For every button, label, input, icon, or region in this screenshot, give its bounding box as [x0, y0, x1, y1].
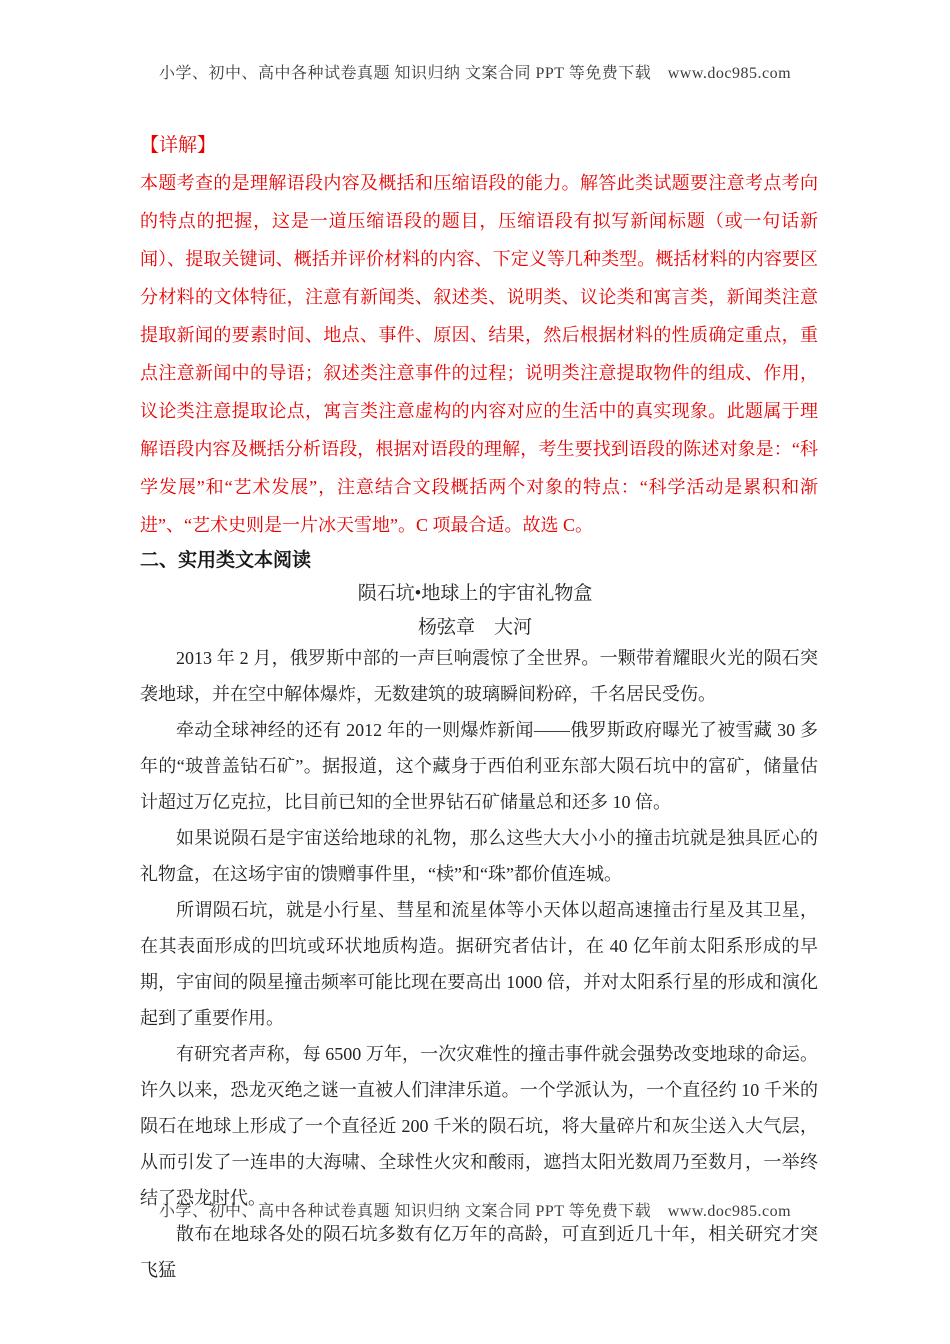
article-body — [140, 640, 818, 1288]
article-paragraph: 如果说陨石是宇宙送给地球的礼物，那么这些大大小小的撞击坑就是独具匠心的礼物盒，在这场宇宙的馈赠事件里，“椟”和“珠”都价值连城。 — [140, 828, 818, 884]
article-authors: 杨弦章 大河 — [417, 617, 532, 638]
page-footer: 小学、初中、高中各种试卷真题 知识归纳 文案合同 PPT 等免费下载 www.doc985.com — [158, 1203, 792, 1220]
article-paragraph: 牵动全球神经的还有 2012 年的一则爆炸新闻——俄罗斯政府曝光了被雪藏 30 多年的“玻普盖钻石矿”。据报道，这个藏身于西伯利亚东部大陨石坑中的富矿，储量估计超过万亿克拉，比目前已知的全世界钻石矿储量总和还多 10 倍。 — [140, 720, 818, 812]
article-title: 陨石坑•地球上的宇宙礼物盒 — [357, 583, 593, 604]
article-paragraph: 散布在地球各处的陨石坑多数有亿万年的高龄，可直到近几十年，相关研究才突飞猛 — [140, 1224, 818, 1280]
detail-answer-explanation: 本题考查的是理解语段内容及概括和压缩语段的能力。解答此类试题要注意考点考向的特点的把握，这是一道压缩语段的题目，压缩语段有拟写新闻标题（或一句话新闻）、提取关键词、概括并评价材料的内容、下定义等几种类型。概括材料的内容要区分材料的文体特征，注意有新闻类、叙述类、说明类、议论类和寓言类，新闻类注意提取新闻的要素时间、地点、事件、原因、结果，然后根据材料的性质确定重点，重点注意新闻中的导语；叙述类注意事件的过程；说明类注意提取物件的组成、作用，议论类注意提取论点，寓言类注意虚构的内容对应的生活中的真实现象。此题属于理解语段内容及概括分析语段，根据对语段的理解，考生要找到语段的陈述对象是：“科学发展”和“艺术发展”，注意结合文段概括两个对象的特点：“科学活动是累积和渐进”、“艺术史则是一片冰天雪地”。C 项最合适。故选 C。 — [140, 173, 818, 535]
article-paragraph: 所谓陨石坑，就是小行星、彗星和流星体等小天体以超高速撞击行星及其卫星，在其表面形成的凹坑或环状地质构造。据研究者估计，在 40 亿年前太阳系形成的早期，宇宙间的陨星撞击频率可能比现在要高出 1000 倍，并对太阳系行星的形成和演化起到了重要作用。 — [140, 900, 818, 1028]
detail-answer-label: 【详解】 — [140, 135, 217, 156]
section-heading: 二、实用类文本阅读 — [140, 550, 312, 571]
article-paragraph: 2013 年 2 月，俄罗斯中部的一声巨响震惊了全世界。一颗带着耀眼火光的陨石突袭地球，并在空中解体爆炸，无数建筑的玻璃瞬间粉碎，千名居民受伤。 — [140, 648, 818, 704]
page-header: 小学、初中、高中各种试卷真题 知识归纳 文案合同 PPT 等免费下载 www.doc985.com — [158, 65, 792, 82]
article-paragraph: 有研究者声称，每 6500 万年，一次灾难性的撞击事件就会强势改变地球的命运。许久以来，恐龙灭绝之谜一直被人们津津乐道。一个学派认为，一个直径约 10 千米的陨石在地球上形成了一个直径近 200 千米的陨石坑，将大量碎片和灰尘送入大气层，从而引发了一连串的大海啸、全球性火灾和酸雨，遮挡太阳光数周乃至数月，一举终结了恐龙时代。 — [140, 1044, 818, 1208]
